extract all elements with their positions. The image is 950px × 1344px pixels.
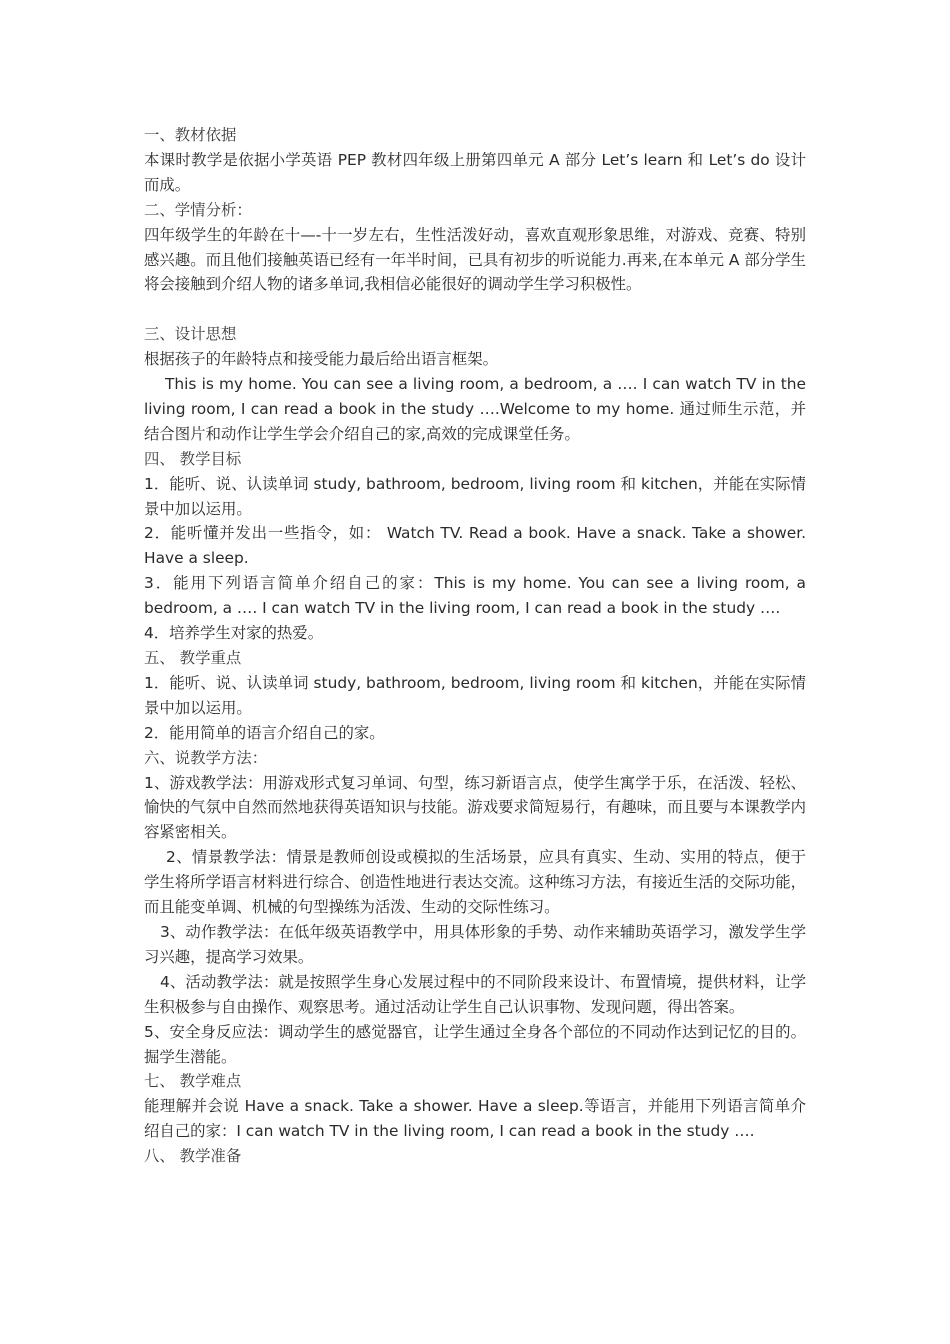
section-4-title: 四、 教学目标: [144, 449, 242, 468]
section-6-item: 5、安全身反应法：调动学生的感觉器官，让学生通过全身各个部位的不同动作达到记忆的目的。掘学生潜能。: [144, 1022, 806, 1066]
section-3-body-2: This is my home. You can see a living room, a bedroom, a …. I can watch TV in the living room, I can read a book in the study ….Welcome to my home. 通过师生示范，并结合图片和动作让学生学会介绍自己的家,高效的完成课堂任务。: [144, 375, 806, 443]
section-1-title: 一、教材依据: [144, 126, 237, 144]
section-3-title: 三、设计思想: [144, 325, 237, 344]
blank-line: [144, 297, 806, 322]
section-6-title: 六、说教学方法：: [144, 748, 268, 767]
section-5-title: 五、 教学重点: [144, 649, 242, 668]
section-5-item: 2．能用简单的语言介绍自己的家。: [144, 723, 385, 742]
section-4-item: 3．能用下列语言简单介绍自己的家：This is my home. You can see a living room, a bedroom, a …. I can watch TV in the living room, I can read a book in the study ….: [144, 574, 806, 618]
section-3-body-1: 根据孩子的年龄特点和接受能力最后给出语言框架。: [144, 350, 498, 369]
section-5-item: 1．能听、说、认读单词 study, bathroom, bedroom, living room 和 kitchen，并能在实际情景中加以运用。: [144, 673, 806, 717]
section-1-body: 本课时教学是依据小学英语 PEP 教材四年级上册第四单元 A 部分 Let’s learn 和 Let’s do 设计而成。: [144, 150, 806, 194]
section-7-title: 七、 教学难点: [144, 1072, 242, 1091]
section-2-title: 二、学情分析：: [144, 200, 252, 219]
document-page: [144, 123, 806, 1169]
section-7-body: 能理解并会说 Have a snack. Take a shower. Have a sleep.等语言，并能用下列语言简单介绍自己的家：I can watch TV in the living room, I can read a book in the study ….: [144, 1097, 806, 1141]
section-2-body: 四年级学生的年龄在十—-十一岁左右，生性活泼好动，喜欢直观形象思维，对游戏、竞赛、特别感兴趣。而且他们接触英语已经有一年半时间，已具有初步的听说能力.再来,在本单元 A 部分学生将会接触到介绍人物的诸多单词,我相信必能很好的调动学生学习积极性。: [144, 225, 806, 294]
section-4-item: 2．能听懂并发出一些指令，如： Watch TV. Read a book. Have a snack. Take a shower. Have a sleep.: [144, 524, 806, 568]
section-6-item: 3、动作教学法：在低年级英语教学中，用具体形象的手势、动作来辅助英语学习，激发学生学习兴趣，提高学习效果。: [144, 922, 806, 966]
section-6-item: 4、活动教学法：就是按照学生身心发展过程中的不同阶段来设计、布置情境，提供材料，让学生积极参与自由操作、观察思考。通过活动让学生自己认识事物、发现问题，得出答案。: [144, 972, 806, 1016]
section-4-item: 1．能听、说、认读单词 study, bathroom, bedroom, living room 和 kitchen，并能在实际情景中加以运用。: [144, 474, 806, 518]
section-8-title: 八、 教学准备: [144, 1147, 242, 1166]
section-6-item: 1、游戏教学法：用游戏形式复习单词、句型，练习新语言点，使学生寓学于乐，在活泼、轻松、愉快的气氛中自然而然地获得英语知识与技能。游戏要求简短易行，有趣味，而且要与本课教学内容紧密相关。: [144, 773, 806, 842]
section-6-item: 2、情景教学法：情景是教师创设或模拟的生活场景，应具有真实、生动、实用的特点，便于学生将所学语言材料进行综合、创造性地进行表达交流。这种练习方法，有接近生活的交际功能，而且能变单调、机械的句型操练为活泼、生动的交际性练习。: [144, 848, 806, 917]
section-4-item: 4．培养学生对家的热爱。: [144, 624, 324, 643]
